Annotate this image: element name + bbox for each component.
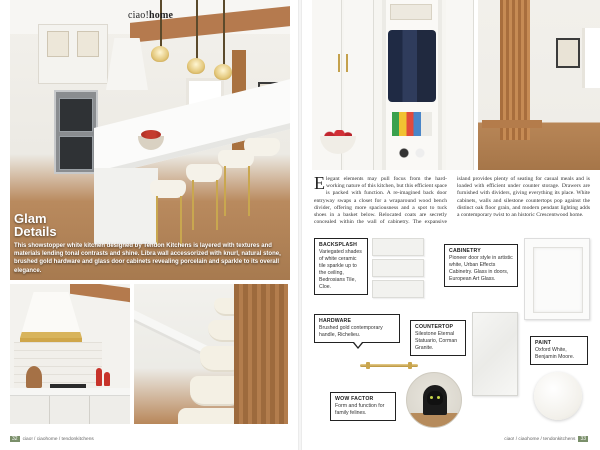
- door-panel: [533, 247, 583, 313]
- wall-ovens: [54, 90, 98, 174]
- callout-paint: [530, 336, 588, 365]
- callout-label: CABINETRY: [449, 248, 481, 254]
- callout-label: WOW FACTOR: [335, 396, 374, 402]
- window: [582, 28, 600, 88]
- pendant-cord: [223, 0, 225, 66]
- callout-cabinetry: [444, 244, 518, 287]
- oven-door: [59, 136, 93, 170]
- callout-label: PAINT: [535, 340, 552, 346]
- gold-pull: [346, 54, 348, 72]
- pendant-light: [187, 58, 205, 74]
- cutting-board: [26, 366, 42, 388]
- cabinet-glass-pane: [77, 31, 99, 57]
- callout-desc: Form and function for family felines.: [335, 403, 385, 416]
- pendant-cord: [160, 0, 162, 48]
- pendant-light: [151, 46, 169, 62]
- entry-closet-photo: [312, 0, 474, 170]
- shoes: [396, 148, 428, 158]
- callout-label: HARDWARE: [319, 318, 352, 324]
- range-hood: [20, 292, 82, 338]
- cabinet-door-swatch: [524, 238, 590, 320]
- wood-slat-panel: [234, 284, 288, 424]
- range-hood-photo: [10, 284, 130, 424]
- callout-desc: Oxford White, Benjamin Moore.: [535, 347, 575, 360]
- range-hood: [106, 38, 148, 90]
- cat-eye: [437, 396, 440, 399]
- caption-body: This showstopper white kitchen designed by Tendon Kitchens is layered with textures and materials lending tonal contrasts and shine. Libra wall accessorized with knurl, natural stone, brushed gold hardware and glass door cabinets revealing porcelain and sparkle to its overall elegance.: [14, 243, 281, 274]
- hardware-swatch: [360, 362, 418, 370]
- storage-bin: [390, 4, 432, 20]
- folio-text: ciao! / ciaohome / tendonkitchens: [504, 437, 576, 442]
- cat-door-photo: [406, 372, 462, 428]
- oven-door: [59, 98, 93, 132]
- cabinet-door: [446, 0, 474, 170]
- bar-stool: [178, 408, 240, 424]
- page-number: 32: [12, 436, 18, 442]
- folio-left: [10, 436, 94, 442]
- callout-label: BACKSPLASH: [319, 242, 358, 248]
- handle-post: [366, 362, 370, 369]
- callout-hardware: [314, 314, 400, 343]
- bar-stools-photo: [134, 284, 288, 424]
- caption-title: [14, 212, 286, 238]
- glass-upper-cabinets: [38, 24, 108, 84]
- callout-desc: Brushed gold contemporary handle, Richelieu.: [319, 325, 383, 338]
- backsplash-tile-swatch: [372, 238, 424, 300]
- wood-ceiling-beam: [70, 284, 130, 302]
- shelf-items: [392, 112, 432, 136]
- callout-wow-factor: [330, 392, 396, 421]
- wall-art: [556, 38, 580, 68]
- callout-backsplash: [314, 238, 368, 295]
- cat-eye: [430, 396, 433, 399]
- photo-caption: [14, 212, 286, 275]
- countertop: [10, 388, 130, 396]
- gold-pull: [338, 54, 340, 72]
- page-number: 33: [580, 436, 586, 442]
- entryway-photo: [478, 0, 600, 170]
- logo-suffix: home: [149, 10, 174, 21]
- bar-stool: [244, 138, 280, 156]
- pendant-cord: [196, 0, 198, 60]
- tile: [372, 259, 424, 277]
- wood-bench: [482, 120, 542, 128]
- wood-slat-divider: [500, 0, 530, 140]
- article-body: [314, 173, 590, 234]
- paint-swatch: [534, 372, 582, 420]
- logo-prefix: ciao!: [128, 10, 149, 21]
- pendant-light: [214, 64, 232, 80]
- right-page: [302, 0, 600, 450]
- cabinet-glass-pane: [47, 31, 69, 57]
- article-text: legant elements may pull focus from the hard-working nature of this kitchen, but this efficient space is packed with function. A re-imagined back door entryway swaps a closet for a wraparound wood bench divider, offering more spaciousness and a spot to tuck shoes in a basket below. Relocated coats are secretly concealed within the wall of cabinetry. The expansive island provides plenty of seating for casual meals and is loaded with efficient under counter storage. Drawers are furnished with dividers, giving everything its place. White cabinets, walls and silestone countertops pop against the distinct oak floor grain, and modern pendant lighting adds a contemporary twist to an historic Crescentwood home.: [314, 176, 590, 226]
- hanging-coats: [388, 30, 436, 102]
- lower-cabinets: [10, 396, 130, 424]
- left-page: [0, 0, 298, 450]
- callout-desc: Silestone Eternal Statuario, Corman Granite.: [415, 331, 458, 351]
- tile: [372, 280, 424, 298]
- stool-leg: [224, 166, 226, 216]
- stool-leg: [248, 166, 250, 216]
- caption-title-line: Glam: [14, 211, 47, 226]
- countertop-swatch: [472, 312, 518, 396]
- folio-text: ciao! / ciaohome / tendonkitchens: [22, 437, 94, 442]
- floor: [407, 413, 462, 428]
- callout-countertop: [410, 320, 466, 356]
- red-vase: [96, 368, 102, 386]
- callout-desc: Variegated shades of white ceramic tile sparkle up to the ceiling, Bedrosians Tile, Cloe.: [319, 249, 362, 290]
- folio-right: [504, 436, 588, 442]
- callout-pointer: [353, 343, 363, 349]
- tile: [372, 238, 424, 256]
- callout-label: COUNTERTOP: [415, 324, 454, 330]
- handle-post: [408, 362, 412, 369]
- caption-title-line: Details: [14, 224, 57, 239]
- magazine-logo: [128, 10, 173, 21]
- drop-cap: E: [314, 173, 325, 193]
- red-vase: [104, 372, 110, 386]
- callout-desc: Pioneer door style in artistic white, Urban Effects Cabinetry. Glass in doors, European Art Glass.: [449, 255, 513, 282]
